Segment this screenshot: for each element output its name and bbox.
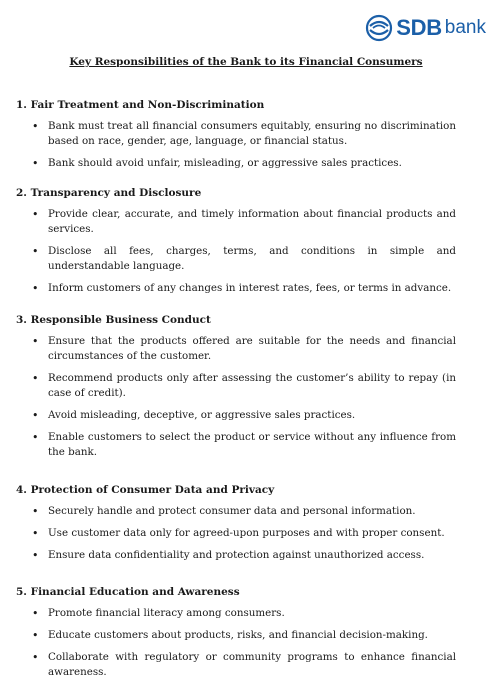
bullet-list <box>16 119 456 171</box>
section-heading: 3. Responsible Business Conduct <box>16 314 211 326</box>
list-item: • Recommend products only after assessing the customer’s ability to repay (in case of credit). <box>16 371 456 401</box>
section-heading: 1. Fair Treatment and Non-Discrimination <box>16 99 265 111</box>
section-heading: 2. Transparency and Disclosure <box>16 187 202 199</box>
section-heading: 4. Protection of Consumer Data and Privacy <box>16 484 275 496</box>
section-responsible-conduct <box>16 313 456 460</box>
list-item: • Collaborate with regulatory or community programs to enhance financial awareness. <box>16 650 456 680</box>
list-item: • Use customer data only for agreed-upon purposes and with proper consent. <box>16 526 456 541</box>
section-transparency <box>16 186 456 296</box>
bullet-list <box>16 207 456 296</box>
section-data-privacy <box>16 483 456 563</box>
list-item: • Educate customers about products, risks, and financial decision-making. <box>16 628 456 643</box>
document-title: Key Responsibilities of the Bank to its Financial Consumers <box>69 56 423 68</box>
section-fair-treatment <box>16 98 456 171</box>
list-item: • Disclose all fees, charges, terms, and conditions in simple and understandable language. <box>16 244 456 274</box>
bullet-list <box>16 606 456 680</box>
list-item: • Ensure data confidentiality and protection against unauthorized access. <box>16 548 456 563</box>
section-heading: 5. Financial Education and Awareness <box>16 586 240 598</box>
list-item: • Bank must treat all financial consumers equitably, ensuring no discrimination based on race, gender, age, language, or financial status. <box>16 119 456 149</box>
list-item: • Ensure that the products offered are suitable for the needs and financial circumstances of the customer. <box>16 334 456 364</box>
list-item: • Avoid misleading, deceptive, or aggressive sales practices. <box>16 408 456 423</box>
list-item: • Securely handle and protect consumer data and personal information. <box>16 504 456 519</box>
list-item: • Provide clear, accurate, and timely information about financial products and services. <box>16 207 456 237</box>
list-item: • Inform customers of any changes in interest rates, fees, or terms in advance. <box>16 281 456 296</box>
list-item: • Promote financial literacy among consumers. <box>16 606 456 621</box>
section-financial-education <box>16 585 456 680</box>
logo-bank-text: bank <box>444 17 486 38</box>
list-item: • Bank should avoid unfair, misleading, or aggressive sales practices. <box>16 156 456 171</box>
list-item: • Enable customers to select the product or service without any influence from the bank. <box>16 430 456 460</box>
bullet-list <box>16 334 456 460</box>
logo-sdb-text: SDB <box>396 15 442 40</box>
sdb-swirl-logo-icon <box>365 14 393 42</box>
sdb-bank-logo <box>365 14 486 42</box>
bullet-list <box>16 504 456 563</box>
